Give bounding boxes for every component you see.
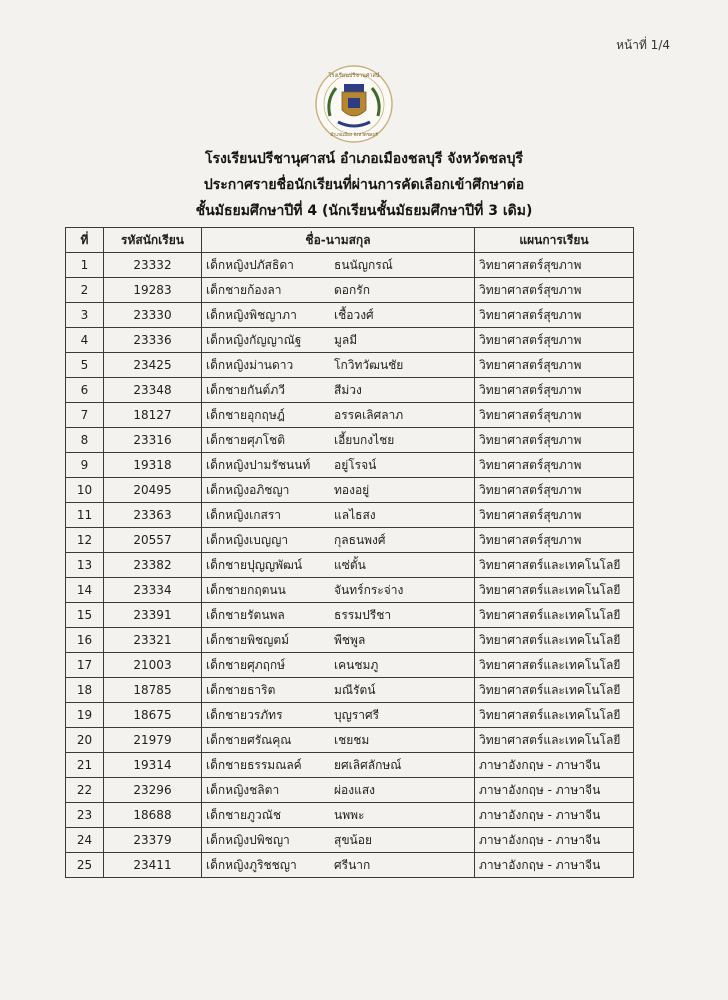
cell-full-name: [202, 578, 475, 603]
cell-student-code: 18688: [104, 803, 202, 828]
last-name: กุลธนพงศ์: [334, 532, 386, 547]
cell-study-plan: วิทยาศาสตร์สุขภาพ: [475, 428, 634, 453]
cell-study-plan: วิทยาศาสตร์และเทคโนโลยี: [475, 603, 634, 628]
table-row: [66, 328, 634, 353]
col-header-code: รหัสนักเรียน: [104, 228, 202, 253]
cell-study-plan: วิทยาศาสตร์สุขภาพ: [475, 253, 634, 278]
cell-full-name: [202, 478, 475, 503]
last-name: ธนนัญกรณ์: [334, 257, 393, 272]
first-name: เด็กหญิงอภิชญา: [206, 482, 290, 497]
cell-no: 4: [66, 328, 104, 353]
last-name: ยศเลิศลักษณ์: [334, 757, 402, 772]
cell-student-code: 23348: [104, 378, 202, 403]
cell-student-code: 21003: [104, 653, 202, 678]
cell-study-plan: ภาษาอังกฤษ - ภาษาจีน: [475, 828, 634, 853]
cell-no: 10: [66, 478, 104, 503]
table-row: [66, 403, 634, 428]
cell-no: 21: [66, 753, 104, 778]
cell-study-plan: ภาษาอังกฤษ - ภาษาจีน: [475, 753, 634, 778]
last-name: ดอกรัก: [334, 282, 370, 297]
page-number: หน้าที่ 1/4: [616, 38, 670, 52]
cell-full-name: [202, 303, 475, 328]
cell-study-plan: วิทยาศาสตร์และเทคโนโลยี: [475, 578, 634, 603]
cell-full-name: [202, 753, 475, 778]
logo-text-bottom: อำเภอเมือง จังหวัดชลบุรี: [330, 133, 378, 138]
table-row: [66, 803, 634, 828]
first-name: เด็กหญิงพิชญาภา: [206, 307, 297, 322]
cell-student-code: 18675: [104, 703, 202, 728]
cell-student-code: 23382: [104, 553, 202, 578]
first-name: เด็กชายปุญญพัฒน์: [206, 557, 303, 572]
table-row: [66, 528, 634, 553]
cell-no: 8: [66, 428, 104, 453]
cell-student-code: 21979: [104, 728, 202, 753]
cell-full-name: [202, 828, 475, 853]
cell-full-name: [202, 353, 475, 378]
cell-no: 20: [66, 728, 104, 753]
last-name: อยู่โรจน์: [334, 457, 377, 472]
cell-student-code: 23334: [104, 578, 202, 603]
table-row: [66, 828, 634, 853]
cell-full-name: [202, 253, 475, 278]
announcement-heading: ประกาศรายชื่อนักเรียนที่ผ่านการคัดเลือกเข้าศึกษาต่อ: [203, 177, 525, 193]
cell-student-code: 23296: [104, 778, 202, 803]
cell-no: 3: [66, 303, 104, 328]
cell-study-plan: วิทยาศาสตร์สุขภาพ: [475, 328, 634, 353]
cell-study-plan: วิทยาศาสตร์และเทคโนโลยี: [475, 703, 634, 728]
last-name: บุญราศรี: [334, 707, 380, 722]
table-row: [66, 278, 634, 303]
cell-full-name: [202, 553, 475, 578]
cell-no: 24: [66, 828, 104, 853]
cell-student-code: 23391: [104, 603, 202, 628]
cell-full-name: [202, 328, 475, 353]
cell-full-name: [202, 703, 475, 728]
cell-student-code: 19283: [104, 278, 202, 303]
first-name: เด็กชายอุกฤษฎ์: [206, 407, 285, 422]
table-row: [66, 603, 634, 628]
cell-full-name: [202, 678, 475, 703]
cell-full-name: [202, 603, 475, 628]
table-row: [66, 678, 634, 703]
last-name: พืชพูล: [334, 632, 366, 647]
cell-full-name: [202, 378, 475, 403]
last-name: มณีรัตน์: [334, 682, 376, 697]
table-row: [66, 703, 634, 728]
table-row: [66, 553, 634, 578]
first-name: เด็กชายวรภัทร: [206, 707, 283, 722]
first-name: เด็กหญิงเกสรา: [206, 507, 282, 522]
first-name: เด็กชายกันต์ภวี: [206, 382, 285, 397]
table-row: [66, 728, 634, 753]
cell-student-code: 20557: [104, 528, 202, 553]
last-name: แลไธสง: [334, 507, 376, 522]
cell-study-plan: ภาษาอังกฤษ - ภาษาจีน: [475, 803, 634, 828]
cell-full-name: [202, 403, 475, 428]
grade-level-heading: ชั้นมัธยมศึกษาปีที่ 4 (นักเรียนชั้นมัธยมศึกษาปีที่ 3 เดิม): [195, 203, 533, 219]
cell-study-plan: วิทยาศาสตร์สุขภาพ: [475, 353, 634, 378]
cell-no: 15: [66, 603, 104, 628]
col-header-plan: แผนการเรียน: [475, 228, 634, 253]
school-name-heading: โรงเรียนปรีชานุศาสน์ อำเภอเมืองชลบุรี จังหวัดชลบุรี: [204, 151, 524, 167]
cell-student-code: 20495: [104, 478, 202, 503]
cell-study-plan: วิทยาศาสตร์และเทคโนโลยี: [475, 653, 634, 678]
cell-no: 12: [66, 528, 104, 553]
first-name: เด็กชายก้องลา: [206, 282, 282, 297]
table-row: [66, 353, 634, 378]
table-row: [66, 778, 634, 803]
cell-study-plan: วิทยาศาสตร์สุขภาพ: [475, 303, 634, 328]
first-name: เด็กหญิงปพิชญา: [206, 832, 290, 847]
cell-full-name: [202, 528, 475, 553]
cell-full-name: [202, 728, 475, 753]
cell-study-plan: วิทยาศาสตร์สุขภาพ: [475, 403, 634, 428]
cell-full-name: [202, 278, 475, 303]
last-name: มูลมี: [334, 332, 358, 347]
col-header-name: ชื่อ-นามสกุล: [202, 228, 475, 253]
cell-study-plan: วิทยาศาสตร์และเทคโนโลยี: [475, 628, 634, 653]
cell-study-plan: ภาษาอังกฤษ - ภาษาจีน: [475, 853, 634, 878]
cell-student-code: 19314: [104, 753, 202, 778]
table-row: [66, 853, 634, 878]
cell-student-code: 23321: [104, 628, 202, 653]
cell-full-name: [202, 428, 475, 453]
cell-no: 5: [66, 353, 104, 378]
cell-no: 1: [66, 253, 104, 278]
table-row: [66, 503, 634, 528]
cell-full-name: [202, 853, 475, 878]
cell-study-plan: วิทยาศาสตร์สุขภาพ: [475, 478, 634, 503]
cell-study-plan: วิทยาศาสตร์สุขภาพ: [475, 278, 634, 303]
last-name: ผ่องแสง: [334, 782, 376, 797]
table-row: [66, 578, 634, 603]
cell-full-name: [202, 503, 475, 528]
last-name: ศรีนาก: [334, 857, 371, 872]
first-name: เด็กหญิงม่านดาว: [206, 357, 294, 372]
first-name: เด็กหญิงปภัสธิดา: [206, 257, 294, 272]
cell-student-code: 18785: [104, 678, 202, 703]
cell-no: 2: [66, 278, 104, 303]
first-name: เด็กชายภูวณัช: [206, 807, 281, 822]
last-name: จันทร์กระจ่าง: [334, 582, 404, 597]
cell-student-code: 23379: [104, 828, 202, 853]
cell-student-code: 23425: [104, 353, 202, 378]
last-name: ธรรมปรีชา: [334, 607, 392, 622]
cell-study-plan: วิทยาศาสตร์สุขภาพ: [475, 378, 634, 403]
first-name: เด็กชายธาริต: [206, 682, 276, 697]
school-crest-icon: [314, 64, 394, 144]
last-name: เอี้ยบกงไชย: [334, 432, 395, 447]
cell-full-name: [202, 778, 475, 803]
table-row: [66, 253, 634, 278]
last-name: เชยชม: [334, 732, 370, 747]
cell-full-name: [202, 453, 475, 478]
table-row: [66, 753, 634, 778]
first-name: เด็กหญิงภูริชชญา: [206, 857, 297, 872]
first-name: เด็กชายธรรมณลค์: [206, 757, 302, 772]
cell-study-plan: วิทยาศาสตร์สุขภาพ: [475, 453, 634, 478]
cell-full-name: [202, 653, 475, 678]
last-name: ทองอยู่: [334, 482, 370, 497]
first-name: เด็กชายศุภฤกษ์: [206, 657, 286, 672]
cell-no: 23: [66, 803, 104, 828]
cell-student-code: 23411: [104, 853, 202, 878]
first-name: เด็กชายรัตนพล: [206, 607, 285, 622]
last-name: โกวิทวัฒนชัย: [334, 357, 404, 372]
first-name: เด็กชายศุภโชติ: [206, 432, 285, 447]
cell-study-plan: วิทยาศาสตร์และเทคโนโลยี: [475, 678, 634, 703]
cell-no: 14: [66, 578, 104, 603]
cell-no: 17: [66, 653, 104, 678]
first-name: เด็กหญิงเบญญา: [206, 532, 289, 547]
cell-student-code: 23316: [104, 428, 202, 453]
last-name: สีม่วง: [334, 382, 362, 397]
cell-no: 7: [66, 403, 104, 428]
cell-no: 25: [66, 853, 104, 878]
cell-no: 9: [66, 453, 104, 478]
table-header-row: [66, 228, 634, 253]
cell-no: 11: [66, 503, 104, 528]
last-name: เคนชมภู: [334, 657, 379, 672]
table-row: [66, 653, 634, 678]
table-row: [66, 478, 634, 503]
first-name: เด็กหญิงชลิตา: [206, 782, 280, 797]
cell-study-plan: วิทยาศาสตร์และเทคโนโลยี: [475, 728, 634, 753]
cell-no: 13: [66, 553, 104, 578]
first-name: เด็กชายกฤตนน: [206, 582, 286, 597]
cell-student-code: 19318: [104, 453, 202, 478]
cell-student-code: 18127: [104, 403, 202, 428]
cell-study-plan: วิทยาศาสตร์สุขภาพ: [475, 528, 634, 553]
first-name: เด็กหญิงปามรัชนนท์: [206, 457, 311, 472]
student-list-table: [65, 227, 634, 878]
cell-no: 16: [66, 628, 104, 653]
cell-no: 19: [66, 703, 104, 728]
cell-study-plan: วิทยาศาสตร์สุขภาพ: [475, 503, 634, 528]
cell-student-code: 23330: [104, 303, 202, 328]
logo-text-top: โรงเรียนปรีชานุศาสน์: [328, 73, 380, 79]
col-header-no: ที่: [66, 228, 104, 253]
table-row: [66, 628, 634, 653]
last-name: อรรคเลิศลาภ: [334, 407, 404, 422]
cell-student-code: 23332: [104, 253, 202, 278]
cell-student-code: 23363: [104, 503, 202, 528]
table-row: [66, 428, 634, 453]
last-name: เชื้อวงศ์: [334, 307, 374, 322]
first-name: เด็กชายพิชญตม์: [206, 632, 290, 647]
table-row: [66, 303, 634, 328]
table-row: [66, 378, 634, 403]
cell-no: 22: [66, 778, 104, 803]
cell-study-plan: ภาษาอังกฤษ - ภาษาจีน: [475, 778, 634, 803]
cell-student-code: 23336: [104, 328, 202, 353]
last-name: สุขน้อย: [334, 832, 372, 847]
last-name: นพพะ: [334, 807, 365, 822]
last-name: แซ่ตั้น: [334, 557, 366, 572]
cell-no: 18: [66, 678, 104, 703]
table-body: [66, 253, 634, 878]
first-name: เด็กหญิงกัญญาณัฐ: [206, 332, 302, 347]
first-name: เด็กชายศรัณคุณ: [206, 732, 292, 747]
cell-full-name: [202, 628, 475, 653]
cell-full-name: [202, 803, 475, 828]
cell-study-plan: วิทยาศาสตร์และเทคโนโลยี: [475, 553, 634, 578]
table-row: [66, 453, 634, 478]
cell-no: 6: [66, 378, 104, 403]
